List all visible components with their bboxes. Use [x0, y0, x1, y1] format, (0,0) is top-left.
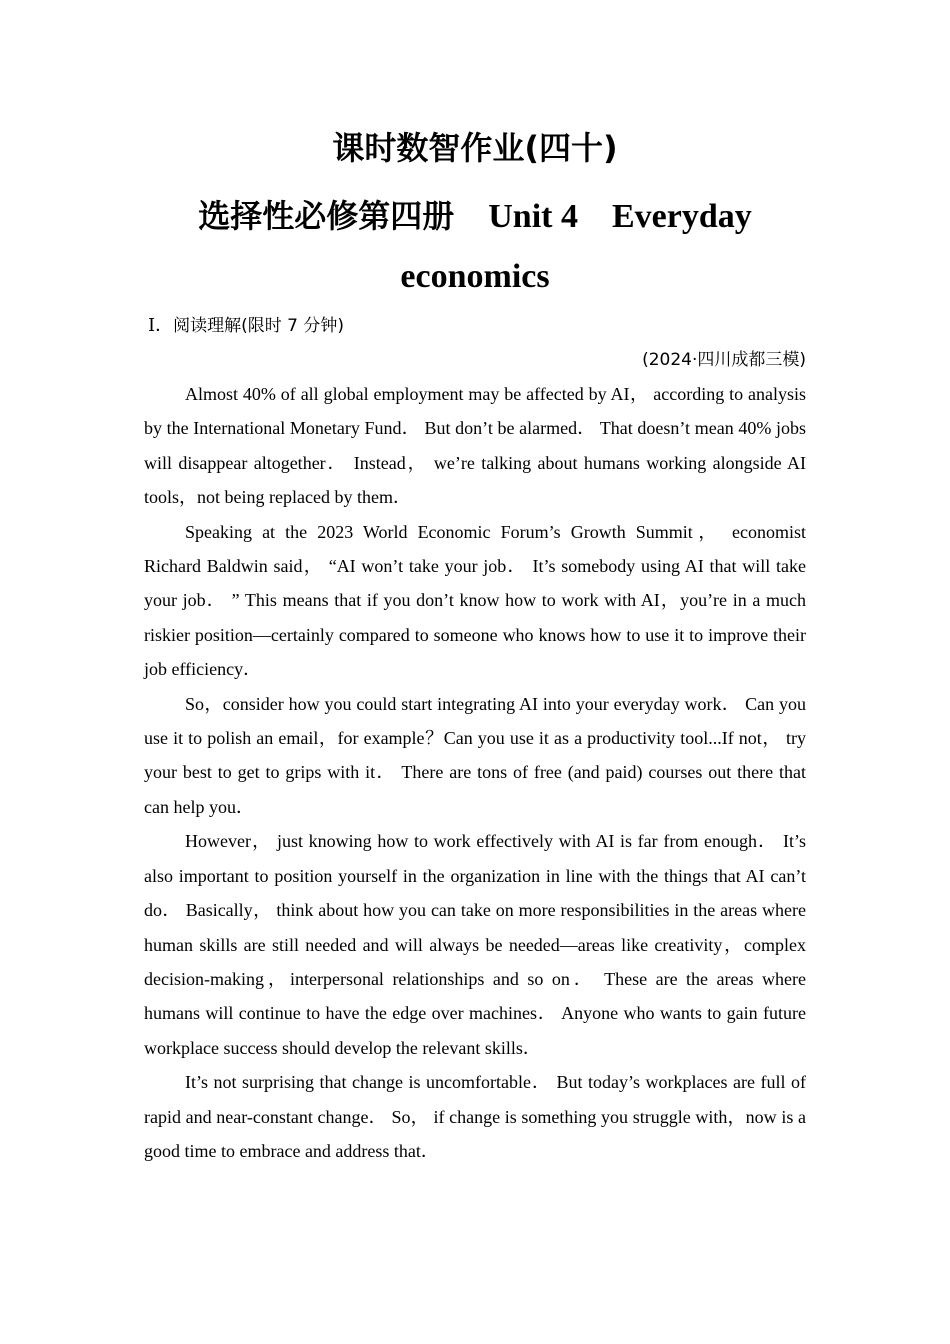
reading-passage: [144, 377, 806, 1168]
passage-paragraph-2: Speaking at the 2023 World Economic Forum’s Growth Summit， economist Richard Baldwin said， “AI won’t take your job． It’s somebody using AI that will take your job． ” This means that if you don’t know how to work with AI，you’re in a much riskier position—certainly compared to someone who knows how to use it to improve their job efficiency．: [144, 521, 806, 680]
unit-title-part2: economics: [400, 258, 550, 295]
unit-number: Unit 4: [488, 198, 578, 235]
passage-source: [642, 346, 806, 373]
book-name: 选择性必修第四册: [198, 197, 455, 235]
source-text: (2024·四川成都三模): [642, 350, 806, 370]
page-subtitle: [150, 186, 800, 307]
section-time-limit: (限时 7 分钟): [241, 316, 345, 336]
section-heading: [148, 312, 344, 339]
passage-paragraph-4: However， just knowing how to work effectively with AI is far from enough． It’s also important to position yourself in the organization in line with the things that AI can’t do． Basically， think about how you can take on more responsibilities in the areas where human skills are still needed and will always be needed—areas like creativity，complex decision-making，interpersonal relationships and so on． These are the areas where humans will continue to have the edge over machines． Anyone who wants to gain future workplace success should develop the relevant skills．: [144, 831, 806, 1058]
passage-paragraph-5: It’s not surprising that change is uncomfortable． But today’s workplaces are full of rapid and near-constant change． So， if change is something you struggle with，now is a good time to embrace and address that．: [144, 1072, 806, 1161]
section-numeral: Ⅰ．: [148, 315, 174, 335]
passage-paragraph-1: Almost 40% of all global employment may be affected by AI， according to analysis by the International Monetary Fund． But don’t be alarmed． That doesn’t mean 40% jobs will disappear altogether． Instead， we’re talking about humans working alongside AI tools，not being replaced by them．: [144, 384, 806, 508]
passage-paragraph-3: So，consider how you could start integrating AI into your everyday work． Can you use it to polish an email，for example？Can you use it as a productivity tool...If not， try your best to get to grips with it． There are tons of free (and paid) courses out there that can help you．: [144, 693, 806, 817]
unit-title-part1: Everyday: [611, 198, 752, 235]
page-title: 课时数智作业(四十): [332, 129, 618, 167]
section-label: 阅读理解: [173, 316, 242, 336]
